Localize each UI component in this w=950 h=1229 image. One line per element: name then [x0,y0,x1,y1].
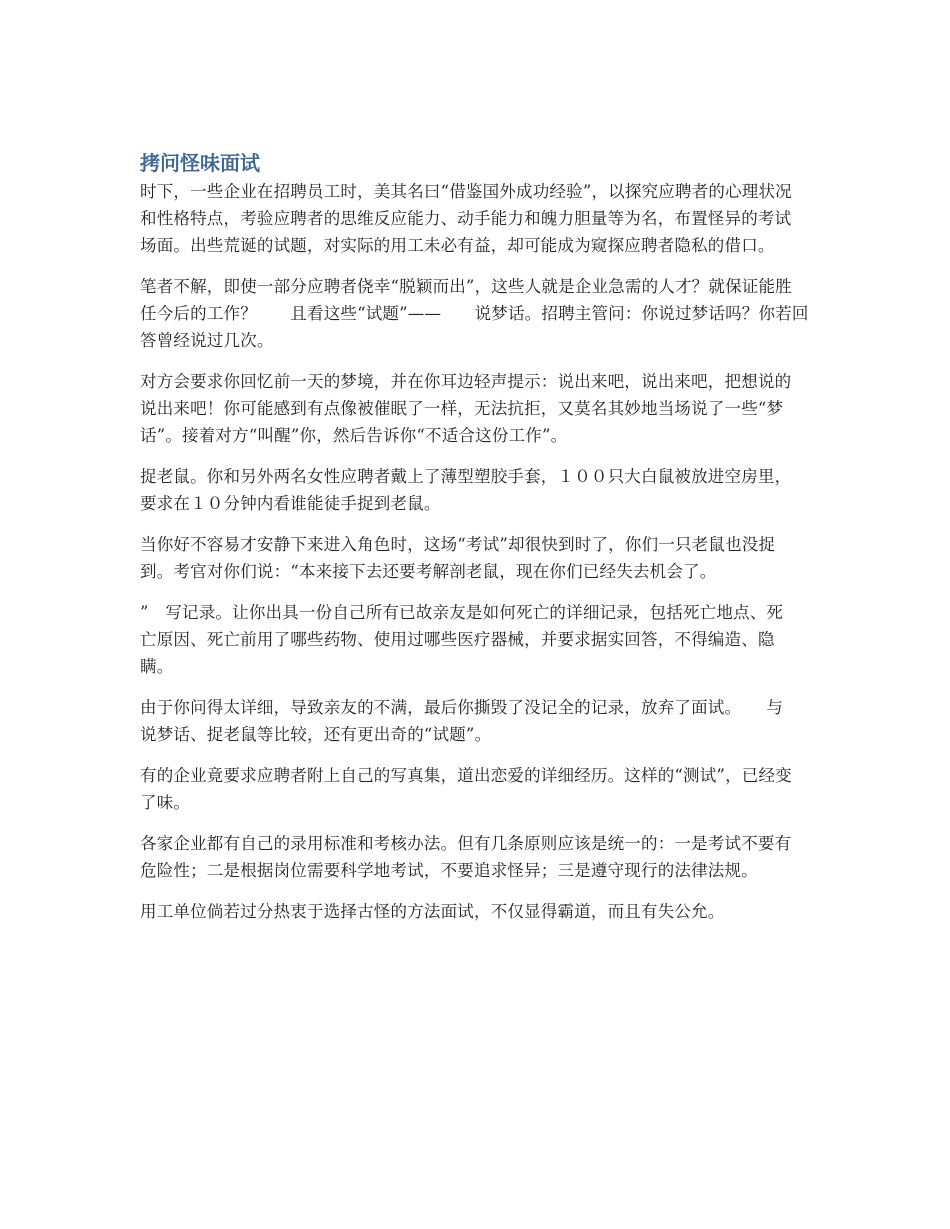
paragraph-line: 有的企业竟要求应聘者附上自己的写真集，道出恋爱的详细经历。这样的“测试”，已经变 [140,766,792,785]
paragraph [140,830,820,884]
article-body [140,178,820,925]
paragraph-line: 时下，一些企业在招聘员工时，美其名曰“借鉴国外成功经验”，以探究应聘者的心理状况 [140,182,792,201]
paragraph-line: 危险性；二是根据岗位需要科学地考试，不要追求怪异；三是遵守现行的法律法规。 [140,861,758,880]
article-title: 拷问怪味面试 [140,151,260,175]
paragraph-line: 捉老鼠。你和另外两名女性应聘者戴上了薄型塑胶手套，１００只大白鼠被放进空房里， [140,467,792,486]
paragraph-line: ” 写记录。让你出具一份自己所有已故亲友是如何死亡的详细记录，包括死亡地点、死 [140,603,784,622]
paragraph-line: 当你好不容易才安静下来进入角色时，这场“考试”却很快到时了，你们一只老鼠也没捉 [140,535,776,554]
paragraph-line: 任今后的工作？ 且看这些“试题”—— 说梦话。招聘主管问：你说过梦话吗？你若回 [140,304,809,323]
paragraph-line: 瞒。 [140,657,174,676]
paragraph [140,694,820,748]
paragraph [140,463,820,517]
paragraph [140,762,820,816]
paragraph [140,898,820,925]
paragraph-line: 话”。接着对方“叫醒”你，然后告诉你“不适合这份工作”。 [140,426,568,445]
paragraph-line: 笔者不解，即使一部分应聘者侥幸“脱颖而出”，这些人就是企业急需的人才？就保证能胜 [140,277,792,296]
paragraph-line: 答曾经说过几次。 [140,331,274,350]
paragraph-line: 场面。出些荒诞的试题，对实际的用工未必有益，却可能成为窥探应聘者隐私的借口。 [140,236,775,255]
paragraph [140,531,820,585]
paragraph [140,273,820,354]
paragraph-line: 了味。 [140,793,191,812]
paragraph-line: 要求在１０分钟内看谁能徒手捉到老鼠。 [140,494,441,513]
paragraph-line: 对方会要求你回忆前一天的梦境，并在你耳边轻声提示：说出来吧，说出来吧，把想说的 [140,372,792,391]
paragraph-line: 说梦话、捉老鼠等比较，还有更出奇的“试题”。 [140,725,492,744]
document-page [140,150,820,939]
paragraph [140,368,820,449]
paragraph-line: 亡原因、死亡前用了哪些药物、使用过哪些医疗器械，并要求据实回答，不得编造、隐 [140,630,775,649]
paragraph-line: 用工单位倘若过分热衷于选择古怪的方法面试，不仅显得霸道，而且有失公允。 [140,902,725,921]
paragraph [140,178,820,259]
paragraph-line: 各家企业都有自己的录用标准和考核办法。但有几条原则应该是统一的：一是考试不要有 [140,834,792,853]
paragraph-line: 由于你问得太详细，导致亲友的不满，最后你撕毁了没记全的记录，放弃了面试。 与 [140,698,784,717]
paragraph-line: 到。考官对你们说：“本来接下去还要考解剖老鼠，现在你们已经失去机会了。 [140,562,717,581]
paragraph [140,599,820,680]
paragraph-line: 和性格特点，考验应聘者的思维反应能力、动手能力和魄力胆量等为名，布置怪异的考试 [140,209,792,228]
paragraph-line: 说出来吧！你可能感到有点像被催眠了一样，无法抗拒，又莫名其妙地当场说了一些“梦 [140,399,784,418]
